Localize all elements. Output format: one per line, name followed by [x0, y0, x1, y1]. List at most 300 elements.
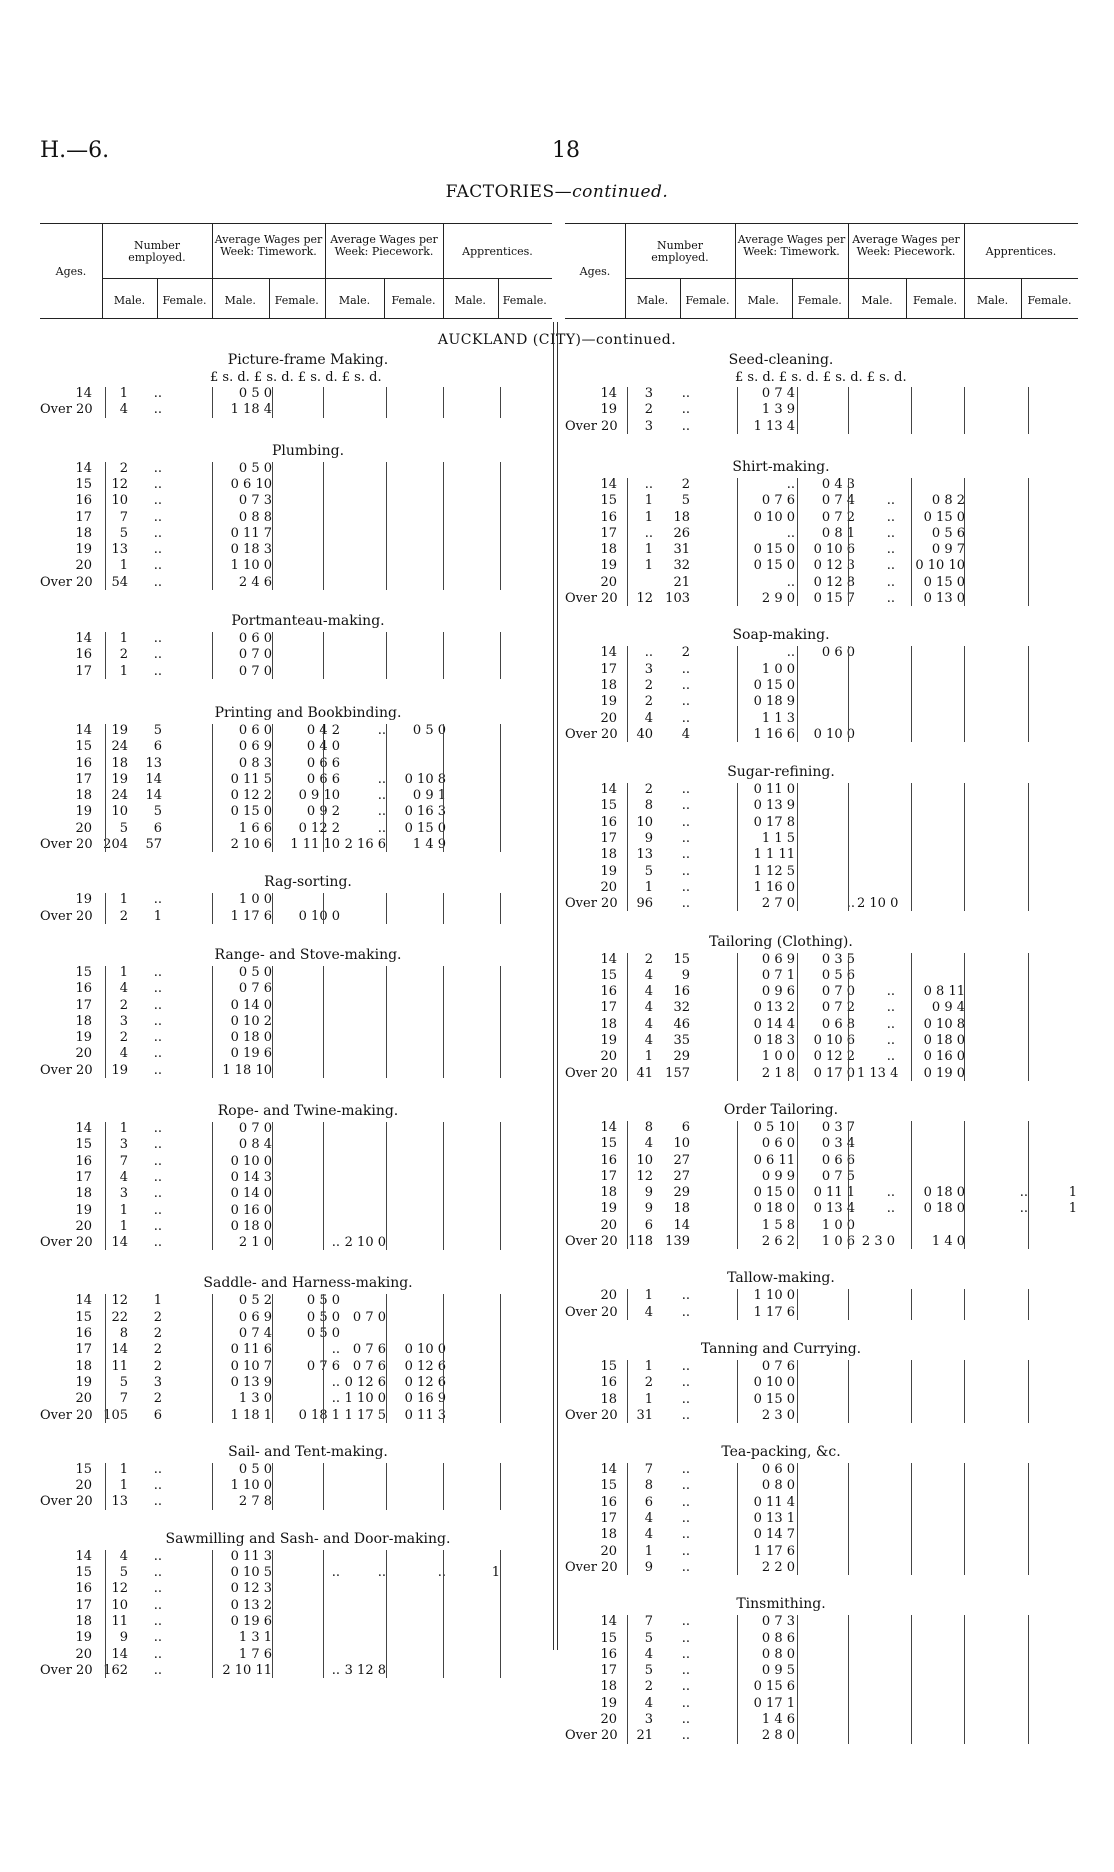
- female-count-cell: 18: [673, 1201, 690, 1217]
- timework-female-wage: 0 5 0: [306, 1293, 340, 1309]
- column-rule: [1028, 1463, 1029, 1575]
- piecework-male-wage: ..: [886, 574, 895, 590]
- age-cell: 17: [600, 661, 617, 677]
- female-count-cell: ..: [153, 1662, 162, 1678]
- female-count-cell: 2: [153, 1358, 162, 1374]
- male-count-cell: 4: [644, 1136, 653, 1152]
- column-rule: [323, 462, 324, 590]
- age-cell: 14: [600, 1462, 617, 1478]
- female-count-cell: ..: [681, 1304, 690, 1320]
- timework-female-wage: 0 9 2: [306, 804, 340, 820]
- male-count-cell: 4: [119, 402, 128, 418]
- column-rule: [737, 387, 738, 434]
- city-heading: AUCKLAND (CITY)—continued.: [437, 332, 677, 348]
- timework-male-wage: 0 15 0: [230, 804, 272, 820]
- section-title: Tinsmithing.: [736, 1596, 826, 1613]
- timework-male-wage: 1 10 0: [230, 1478, 272, 1494]
- timework-male-wage: 1 18 10: [222, 1062, 272, 1078]
- column-rule: [105, 1463, 106, 1510]
- male-count-cell: 10: [111, 493, 128, 509]
- section-title: Rag-sorting.: [264, 874, 352, 891]
- female-count-cell: ..: [153, 1030, 162, 1046]
- section-title: Plumbing.: [271, 442, 345, 459]
- apprentice-male-cell: ..: [1019, 1201, 1028, 1217]
- male-count-cell: 4: [644, 1527, 653, 1543]
- timework-male-wage: 1 0 0: [761, 1049, 795, 1065]
- column-rule: [797, 1121, 798, 1249]
- female-count-cell: 15: [673, 951, 690, 967]
- piecework-male-wage: ..: [377, 1565, 386, 1580]
- female-count-cell: 5: [681, 493, 690, 509]
- piecework-female-wage: 0 10 10: [915, 558, 965, 574]
- header-top-rule: [40, 223, 552, 224]
- timework-male-wage: 2 1 8: [761, 1065, 795, 1081]
- timework-female-wage: 0 7 6: [306, 1358, 340, 1374]
- document-code: H.—6.: [40, 138, 110, 163]
- female-count-cell: ..: [681, 386, 690, 401]
- column-rule: [848, 478, 849, 606]
- male-count-cell: 24: [111, 739, 128, 755]
- timework-female-wage: 0 4 2: [306, 722, 340, 738]
- timework-male-wage: 1 16 0: [753, 879, 795, 895]
- column-rule: [443, 893, 444, 924]
- column-rule: [323, 1463, 324, 1510]
- timework-female-wage: 0 6 6: [306, 755, 340, 771]
- female-count-cell: ..: [681, 1663, 690, 1679]
- female-count-cell: 139: [665, 1234, 690, 1249]
- column-rule: [212, 387, 213, 418]
- piecework-female-wage: 1 4 9: [412, 837, 446, 852]
- male-count-cell: 11: [111, 1613, 128, 1629]
- timework-male-wage: 1 12 5: [753, 863, 795, 879]
- female-count-cell: ..: [153, 542, 162, 558]
- female-count-cell: 2: [153, 1326, 162, 1341]
- timework-male-wage: 0 11 3: [230, 1548, 272, 1564]
- timework-male-wage: 0 6 0: [238, 631, 272, 646]
- column-rule: [848, 783, 849, 911]
- male-count-cell: 14: [111, 1235, 128, 1251]
- female-count-cell: ..: [681, 782, 690, 798]
- piecework-female-wage: 0 16 0: [923, 1049, 965, 1065]
- age-cell: 19: [600, 1201, 617, 1217]
- age-cell: 16: [75, 1326, 92, 1341]
- male-count-cell: 3: [644, 386, 653, 401]
- age-cell: 18: [600, 677, 617, 693]
- timework-male-wage: 2 9 0: [761, 591, 795, 606]
- apprentice-male-cell: 1: [491, 1565, 500, 1580]
- female-count-cell: 21: [673, 574, 690, 590]
- piecework-female-wage: 0 19 0: [923, 1065, 965, 1081]
- column-rule: [737, 783, 738, 911]
- male-count-cell: 7: [119, 509, 128, 525]
- apprentice-female-cell: 1: [1068, 1201, 1077, 1217]
- female-count-cell: 6: [153, 1407, 162, 1423]
- timework-male-wage: 0 13 9: [230, 1374, 272, 1390]
- male-count-cell: 1: [119, 1218, 128, 1234]
- female-count-cell: ..: [681, 1478, 690, 1494]
- timework-male-wage: ..: [786, 645, 795, 661]
- age-cell: 14: [600, 951, 617, 967]
- column-rule: [443, 1463, 444, 1510]
- age-cell: 18: [600, 1185, 617, 1201]
- column-rule: [737, 953, 738, 1081]
- timework-female-wage: 0 7 2: [821, 1000, 855, 1016]
- male-count-cell: 2: [119, 647, 128, 663]
- timework-male-wage: 0 15 0: [753, 677, 795, 693]
- age-cell: 16: [600, 1152, 617, 1168]
- timework-male-wage: 0 15 0: [753, 558, 795, 574]
- age-cell: 19: [75, 892, 92, 908]
- timework-male-wage: 0 6 0: [238, 722, 272, 738]
- female-count-cell: 2: [681, 476, 690, 492]
- column-rule: [737, 1121, 738, 1249]
- male-count-cell: 12: [111, 476, 128, 492]
- male-count-cell: 22: [111, 1309, 128, 1325]
- female-count-cell: ..: [153, 402, 162, 418]
- column-rule: [212, 462, 213, 590]
- male-count-cell: 4: [644, 1646, 653, 1662]
- timework-male-wage: 1 1 5: [761, 831, 795, 846]
- column-rule: [272, 724, 273, 852]
- column-rule: [964, 478, 965, 606]
- section-title: Range- and Stove-making.: [214, 946, 402, 963]
- female-count-cell: 18: [673, 509, 690, 525]
- male-count-cell: 105: [103, 1407, 128, 1423]
- timework-female-wage: ..: [331, 1662, 340, 1678]
- column-rule: [443, 462, 444, 590]
- age-cell: 16: [75, 1581, 92, 1597]
- age-cell: 17: [600, 1511, 617, 1526]
- column-rule: [212, 893, 213, 924]
- timework-male-wage: ..: [786, 476, 795, 492]
- piecework-male-wage: ..: [886, 558, 895, 574]
- column-rule: [797, 478, 798, 606]
- column-rule: [964, 1463, 965, 1575]
- female-count-cell: ..: [681, 1375, 690, 1391]
- piecework-female-wage: 1 4 0: [931, 1234, 965, 1249]
- age-cell: 17: [75, 663, 92, 679]
- timework-male-wage: 0 7 4: [761, 386, 795, 401]
- male-count-cell: 4: [119, 981, 128, 997]
- timework-female-wage: 0 7 4: [821, 493, 855, 509]
- age-cell: 14: [75, 1121, 92, 1136]
- column-rule: [964, 646, 965, 742]
- timework-male-wage: 2 10 6: [230, 837, 272, 852]
- column-rule: [443, 1294, 444, 1422]
- timework-female-wage: 0 6 8: [821, 1016, 855, 1032]
- column-rule: [1028, 953, 1029, 1081]
- male-count-cell: 19: [111, 771, 128, 787]
- column-rule: [500, 966, 501, 1078]
- age-cell: Over 20: [40, 402, 93, 418]
- age-cell: 18: [600, 542, 617, 558]
- male-count-cell: 1: [119, 1202, 128, 1218]
- column-rule: [105, 893, 106, 924]
- column-rule: [272, 966, 273, 1078]
- age-cell: Over 20: [40, 1235, 93, 1251]
- piecework-male-wage: 0 7 6: [352, 1358, 386, 1374]
- column-rule: [797, 1360, 798, 1423]
- column-rule: [848, 1360, 849, 1423]
- female-count-cell: 103: [665, 591, 690, 606]
- timework-male-wage: 2 7 0: [761, 896, 795, 912]
- timework-female-wage: 0 12 3: [813, 558, 855, 574]
- male-count-cell: 4: [644, 1304, 653, 1320]
- column-rule: [323, 1294, 324, 1422]
- timework-male-wage: 0 18 9: [753, 694, 795, 710]
- age-cell: Over 20: [40, 837, 93, 852]
- age-cell: Over 20: [40, 908, 93, 924]
- timework-male-wage: ..: [786, 574, 795, 590]
- timework-male-wage: 1 1 11: [753, 847, 795, 863]
- age-cell: 16: [600, 509, 617, 525]
- column-rule: [272, 1294, 273, 1422]
- female-count-cell: 13: [145, 755, 162, 771]
- age-cell: 17: [75, 997, 92, 1013]
- female-count-cell: ..: [681, 879, 690, 895]
- timework-female-wage: ..: [331, 1391, 340, 1407]
- column-rule: [500, 1463, 501, 1510]
- timework-male-wage: 0 18 0: [230, 1030, 272, 1046]
- female-count-cell: ..: [153, 631, 162, 646]
- male-count-cell: 4: [119, 1046, 128, 1062]
- piecework-female-wage: 0 9 1: [412, 788, 446, 804]
- age-cell: 18: [75, 525, 92, 541]
- male-count-cell: 21: [636, 1728, 653, 1744]
- female-count-cell: 2: [153, 1309, 162, 1325]
- female-count-cell: ..: [681, 847, 690, 863]
- timework-male-wage: 1 5 8: [761, 1217, 795, 1233]
- timework-female-wage: 0 3 4: [821, 1136, 855, 1152]
- timework-male-wage: 0 15 0: [753, 1185, 795, 1201]
- header-female: Female.: [162, 294, 207, 307]
- timework-male-wage: 0 7 1: [761, 967, 795, 983]
- age-cell: 18: [600, 1527, 617, 1543]
- timework-male-wage: 2 2 0: [761, 1559, 795, 1575]
- timework-female-wage: 1 0 0: [821, 1217, 855, 1233]
- timework-male-wage: 1 17 6: [230, 908, 272, 924]
- timework-female-wage: ..: [846, 896, 855, 912]
- header-female: Female.: [685, 294, 730, 307]
- column-rule: [386, 966, 387, 1078]
- timework-male-wage: 0 9 6: [761, 984, 795, 1000]
- column-rule: [443, 1122, 444, 1250]
- column-rule: [272, 632, 273, 679]
- female-count-cell: 29: [673, 1049, 690, 1065]
- piecework-female-wage: 0 10 8: [404, 771, 446, 787]
- male-count-cell: 2: [644, 694, 653, 710]
- timework-female-wage: 0 7 0: [821, 984, 855, 1000]
- column-rule: [911, 953, 912, 1081]
- timework-male-wage: 0 11 6: [230, 1342, 272, 1358]
- female-count-cell: 2: [153, 1342, 162, 1358]
- male-count-cell: 1: [119, 558, 128, 574]
- age-cell: Over 20: [40, 1494, 93, 1510]
- timework-male-wage: 0 10 0: [753, 1375, 795, 1391]
- timework-male-wage: 0 13 9: [753, 798, 795, 814]
- male-count-cell: 96: [636, 896, 653, 912]
- column-rule: [323, 387, 324, 418]
- age-cell: 20: [75, 1218, 92, 1234]
- female-count-cell: 14: [145, 788, 162, 804]
- female-count-cell: ..: [153, 558, 162, 574]
- male-count-cell: 8: [644, 1119, 653, 1135]
- column-rule: [848, 1121, 849, 1249]
- timework-male-wage: 2 4 6: [238, 574, 272, 590]
- female-count-cell: 27: [673, 1152, 690, 1168]
- age-cell: 19: [600, 863, 617, 879]
- column-rule: [105, 1294, 106, 1422]
- female-count-cell: 27: [673, 1168, 690, 1184]
- male-count-cell: 7: [644, 1462, 653, 1478]
- piecework-male-wage: 0 12 6: [344, 1374, 386, 1390]
- column-rule: [105, 1122, 106, 1250]
- male-count-cell: 9: [644, 1185, 653, 1201]
- age-cell: Over 20: [565, 1234, 618, 1249]
- timework-male-wage: 0 10 7: [230, 1358, 272, 1374]
- timework-male-wage: 0 6 9: [238, 739, 272, 755]
- male-count-cell: 3: [644, 418, 653, 434]
- timework-male-wage: 0 7 3: [761, 1614, 795, 1630]
- male-count-cell: 3: [119, 1186, 128, 1202]
- male-count-cell: 4: [644, 1511, 653, 1526]
- timework-male-wage: 0 11 0: [753, 782, 795, 798]
- male-count-cell: 3: [119, 1013, 128, 1029]
- female-count-cell: ..: [153, 1169, 162, 1185]
- piecework-male-wage: 2 16 6: [344, 837, 386, 852]
- timework-male-wage: 2 3 0: [761, 1407, 795, 1423]
- age-cell: 15: [75, 739, 92, 755]
- male-count-cell: 1: [644, 1049, 653, 1065]
- age-cell: 20: [600, 879, 617, 895]
- timework-female-wage: 0 12 2: [813, 1049, 855, 1065]
- column-rule: [797, 783, 798, 911]
- female-count-cell: 26: [673, 525, 690, 541]
- age-cell: 19: [600, 558, 617, 574]
- female-count-cell: ..: [681, 831, 690, 846]
- male-count-cell: 5: [119, 525, 128, 541]
- column-rule: [1028, 1289, 1029, 1320]
- age-cell: 14: [600, 782, 617, 798]
- column-rule: [627, 387, 628, 434]
- column-rule: [1028, 1360, 1029, 1423]
- female-count-cell: ..: [681, 1543, 690, 1559]
- age-cell: 18: [75, 1613, 92, 1629]
- male-count-cell: 4: [644, 1000, 653, 1016]
- age-cell: 20: [75, 1478, 92, 1494]
- piecework-male-wage: ..: [886, 1016, 895, 1032]
- timework-male-wage: 0 7 0: [238, 663, 272, 679]
- column-rule: [323, 1122, 324, 1250]
- male-count-cell: 12: [111, 1581, 128, 1597]
- section-title: Portmanteau-making.: [231, 613, 385, 629]
- piecework-male-wage: ..: [886, 1201, 895, 1217]
- column-rule: [964, 953, 965, 1081]
- header-number-employed: Number employed.: [651, 239, 709, 264]
- section-title: Saddle- and Harness-making.: [203, 1275, 413, 1292]
- column-rule: [1028, 646, 1029, 742]
- age-cell: 16: [600, 984, 617, 1000]
- male-count-cell: 2: [119, 997, 128, 1013]
- age-cell: 19: [75, 1630, 92, 1646]
- female-count-cell: ..: [681, 1462, 690, 1478]
- male-count-cell: 7: [119, 1391, 128, 1407]
- timework-male-wage: 0 5 0: [238, 964, 272, 980]
- timework-female-wage: 0 18 1: [298, 1407, 340, 1423]
- piecework-male-wage: ..: [886, 525, 895, 541]
- piecework-female-wage: 0 10 0: [404, 1342, 446, 1358]
- age-cell: 19: [75, 1202, 92, 1218]
- age-cell: 15: [600, 1478, 617, 1494]
- age-cell: 14: [75, 631, 92, 646]
- female-count-cell: ..: [153, 1613, 162, 1629]
- header-female: Female.: [502, 294, 547, 307]
- age-cell: 20: [600, 1217, 617, 1233]
- male-count-cell: 31: [636, 1407, 653, 1423]
- male-count-cell: 12: [636, 1168, 653, 1184]
- timework-male-wage: 0 14 0: [230, 1186, 272, 1202]
- column-rule: [323, 724, 324, 852]
- header-wages-piecework: Average Wages per Week: Piecework.: [852, 233, 960, 258]
- timework-female-wage: 1 0 6: [821, 1234, 855, 1249]
- piecework-female-wage: 0 13 0: [923, 591, 965, 606]
- piecework-female-wage: 0 18 0: [923, 1033, 965, 1048]
- male-count-cell: 14: [111, 1646, 128, 1662]
- timework-male-wage: 1 10 0: [230, 558, 272, 574]
- column-rule: [797, 1289, 798, 1320]
- timework-female-wage: 0 3 5: [821, 951, 855, 967]
- timework-female-wage: 0 10 6: [813, 542, 855, 558]
- male-count-cell: 4: [644, 1033, 653, 1048]
- male-count-cell: 10: [111, 1597, 128, 1613]
- female-count-cell: 5: [153, 722, 162, 738]
- piecework-female-wage: 0 12 6: [404, 1358, 446, 1374]
- piecework-male-wage: ..: [886, 509, 895, 525]
- female-count-cell: 6: [153, 820, 162, 836]
- timework-male-wage: 1 7 6: [238, 1646, 272, 1662]
- male-count-cell: 1: [644, 1358, 653, 1374]
- age-cell: 20: [600, 1712, 617, 1727]
- timework-female-wage: ..: [331, 1374, 340, 1390]
- column-rule: [212, 724, 213, 852]
- female-count-cell: 14: [673, 1217, 690, 1233]
- female-count-cell: ..: [681, 798, 690, 814]
- header-male: Male.: [861, 294, 893, 307]
- column-rule: [627, 1463, 628, 1575]
- timework-male-wage: 0 7 0: [238, 647, 272, 663]
- timework-female-wage: 0 10 6: [813, 1033, 855, 1048]
- section-title: Tailoring (Clothing).: [709, 933, 853, 950]
- female-count-cell: ..: [681, 814, 690, 830]
- timework-male-wage: ..: [786, 525, 795, 541]
- male-count-cell: 5: [119, 1374, 128, 1390]
- age-cell: 19: [75, 1030, 92, 1046]
- male-count-cell: 6: [644, 1217, 653, 1233]
- female-count-cell: ..: [681, 1728, 690, 1744]
- piecework-male-wage: 2 10 0: [857, 896, 899, 912]
- timework-male-wage: 1 17 6: [753, 1543, 795, 1559]
- piecework-male-wage: ..: [886, 1185, 895, 1201]
- female-count-cell: ..: [153, 1137, 162, 1153]
- header-female: Female.: [274, 294, 319, 307]
- male-count-cell: 1: [119, 386, 128, 401]
- timework-male-wage: 1 3 0: [238, 1391, 272, 1407]
- column-rule: [797, 953, 798, 1081]
- column-rule: [105, 462, 106, 590]
- age-cell: 16: [75, 755, 92, 771]
- page-number: 18: [552, 138, 580, 163]
- age-cell: 20: [600, 1049, 617, 1065]
